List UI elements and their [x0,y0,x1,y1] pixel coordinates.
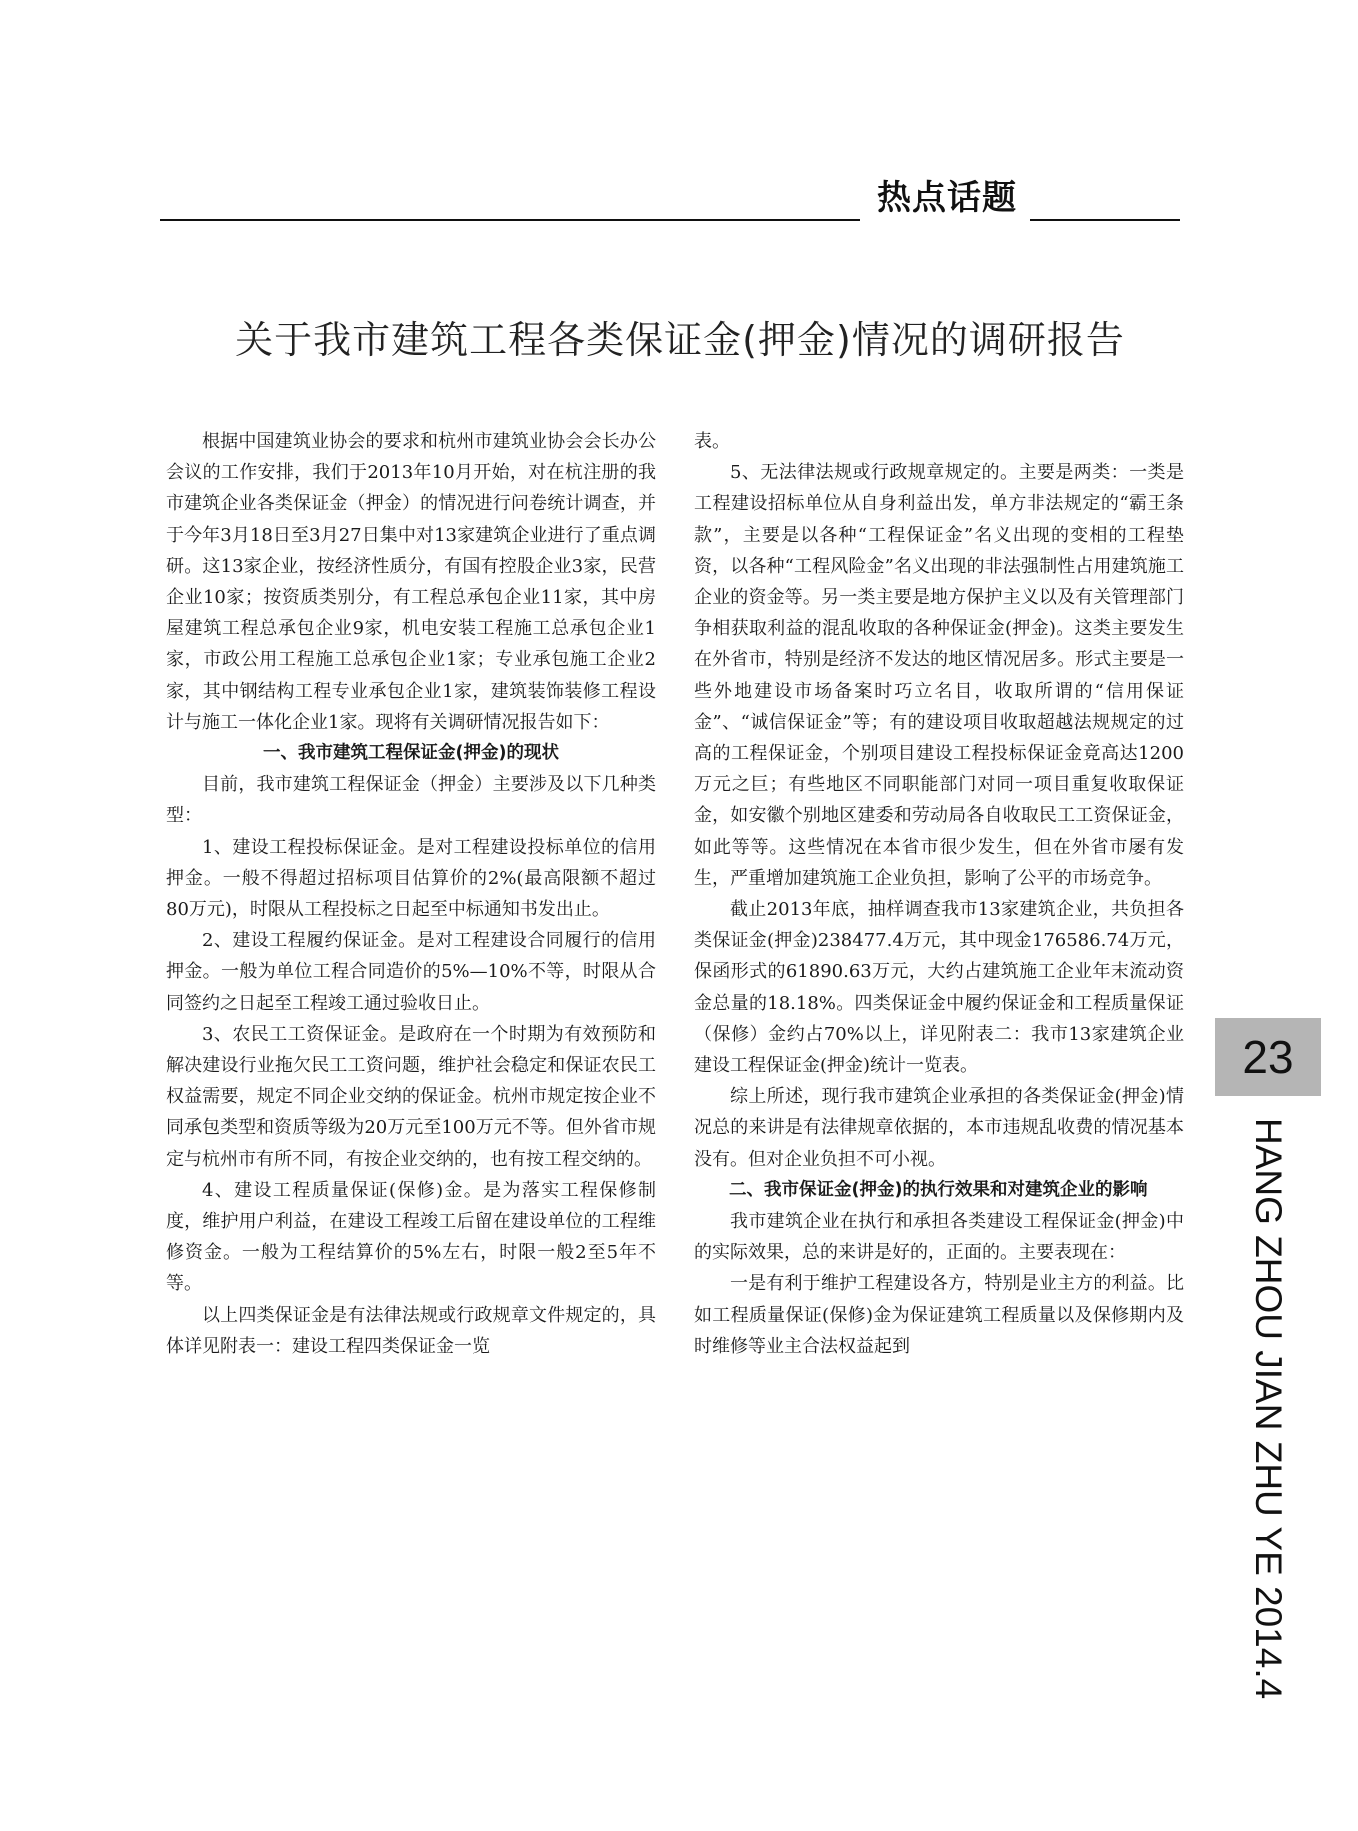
paragraph: 1、建设工程投标保证金。是对工程建设投标单位的信用押金。一般不得超过招标项目估算价的2%(最高限额不超过80万元)，时限从工程投标之日起至中标通知书发出止。 [166,836,656,921]
right-column [694,426,1184,1362]
paragraph: 4、建设工程质量保证(保修)金。是为落实工程保修制度，维护用户利益，在建设工程竣工后留在建设单位的工程维修资金。一般为工程结算价的5%左右，时限一般2至5年不等。 [166,1179,656,1295]
paragraph: 根据中国建筑业协会的要求和杭州市建筑业协会会长办公会议的工作安排，我们于2013年10月开始，对在杭注册的我市建筑企业各类保证金（押金）的情况进行问卷统计调查，并于今年3月18日至3月27日集中对13家建筑企业进行了重点调研。这13家企业，按经济性质分，有国有控股企业3家，民营企业10家；按资质类别分，有工程总承包企业11家，其中房屋建筑工程总承包企业9家，机电安装工程施工总承包企业1家，市政公用工程施工总承包企业1家；专业承包施工企业2家，其中钢结构工程专业承包企业1家，建筑装饰装修工程设计与施工一体化企业1家。现将有关调研情况报告如下： [166,431,656,733]
paragraph: 目前，我市建筑工程保证金（押金）主要涉及以下几种类型： [166,774,656,827]
paragraph: 一是有利于维护工程建设各方，特别是业主方的利益。比如工程质量保证(保修)金为保证建筑工程质量以及保修期内及时维修等业主合法权益起到 [694,1273,1184,1357]
paragraph: 截止2013年底，抽样调查我市13家建筑企业，共负担各类保证金(押金)238477.4万元，其中现金176586.74万元，保函形式的61890.63万元，大约占建筑施工企业年末流动资金总量的18.18%。四类保证金中履约保证金和工程质量保证（保修）金约占70%以上，详见附表二：我市13家建筑企业建设工程保证金(押金)统计一览表。 [694,899,1184,1077]
section-rule-left [160,219,860,221]
section-heading: 一、我市建筑工程保证金(押金)的现状 [263,743,559,764]
paragraph: 综上所述，现行我市建筑企业承担的各类保证金(押金)情况总的来讲是有法律规章依据的，本市违规乱收费的情况基本没有。但对企业负担不可小视。 [694,1086,1184,1170]
left-column [166,426,656,1362]
paragraph: 2、建设工程履约保证金。是对工程建设合同履行的信用押金。一般为单位工程合同造价的5%—10%不等，时限从合同签约之日起至工程竣工通过验收日止。 [166,930,656,1014]
paragraph: 5、无法律法规或行政规章规定的。主要是两类：一类是工程建设招标单位从自身利益出发，单方非法规定的“霸王条款”，主要是以各种“工程保证金”名义出现的变相的工程垫资，以各种“工程风险金”名义出现的非法强制性占用建筑施工企业的资金等。另一类主要是地方保护主义以及有关管理部门争相获取利益的混乱收取的各种保证金(押金)。这类主要发生在外省市，特别是经济不发达的地区情况居多。形式主要是一些外地建设市场备案时巧立名目，收取所谓的“信用保证金”、“诚信保证金”等；有的建设项目收取超越法规规定的过高的工程保证金，个别项目建设工程投标保证金竟高达1200万元之巨；有些地区不同职能部门对同一项目重复收取保证金，如安徽个别地区建委和劳动局各自收取民工工资保证金，如此等等。这些情况在本省市很少发生，但在外省市屡有发生，严重增加建筑施工企业负担，影响了公平的市场竞争。 [694,462,1184,889]
page-number: 23 [1215,1018,1321,1096]
section-label: 热点话题 [877,178,1017,218]
section-rule-right [1030,219,1180,221]
paragraph-continuation: 表。 [694,431,730,452]
journal-name: HANG ZHOU JIAN ZHU YE 2014.4 [1248,1118,1289,1700]
section-heading: 二、我市保证金(押金)的执行效果和对建筑企业的影响 [729,1179,1148,1200]
paragraph: 3、农民工工资保证金。是政府在一个时期为有效预防和解决建设行业拖欠民工工资问题，维护社会稳定和保证农民工权益需要，规定不同企业交纳的保证金。杭州市规定按企业不同承包类型和资质等级为20万元至100万元不等。但外省市规定与杭州市有所不同，有按企业交纳的，也有按工程交纳的。 [166,1023,656,1170]
article-title: 关于我市建筑工程各类保证金(押金)情况的调研报告 [235,318,1125,362]
paragraph: 我市建筑企业在执行和承担各类建设工程保证金(押金)中的实际效果，总的来讲是好的，正面的。主要表现在： [694,1211,1184,1264]
paragraph: 以上四类保证金是有法律法规或行政规章文件规定的，具体详见附表一：建设工程四类保证金一览 [166,1304,656,1357]
